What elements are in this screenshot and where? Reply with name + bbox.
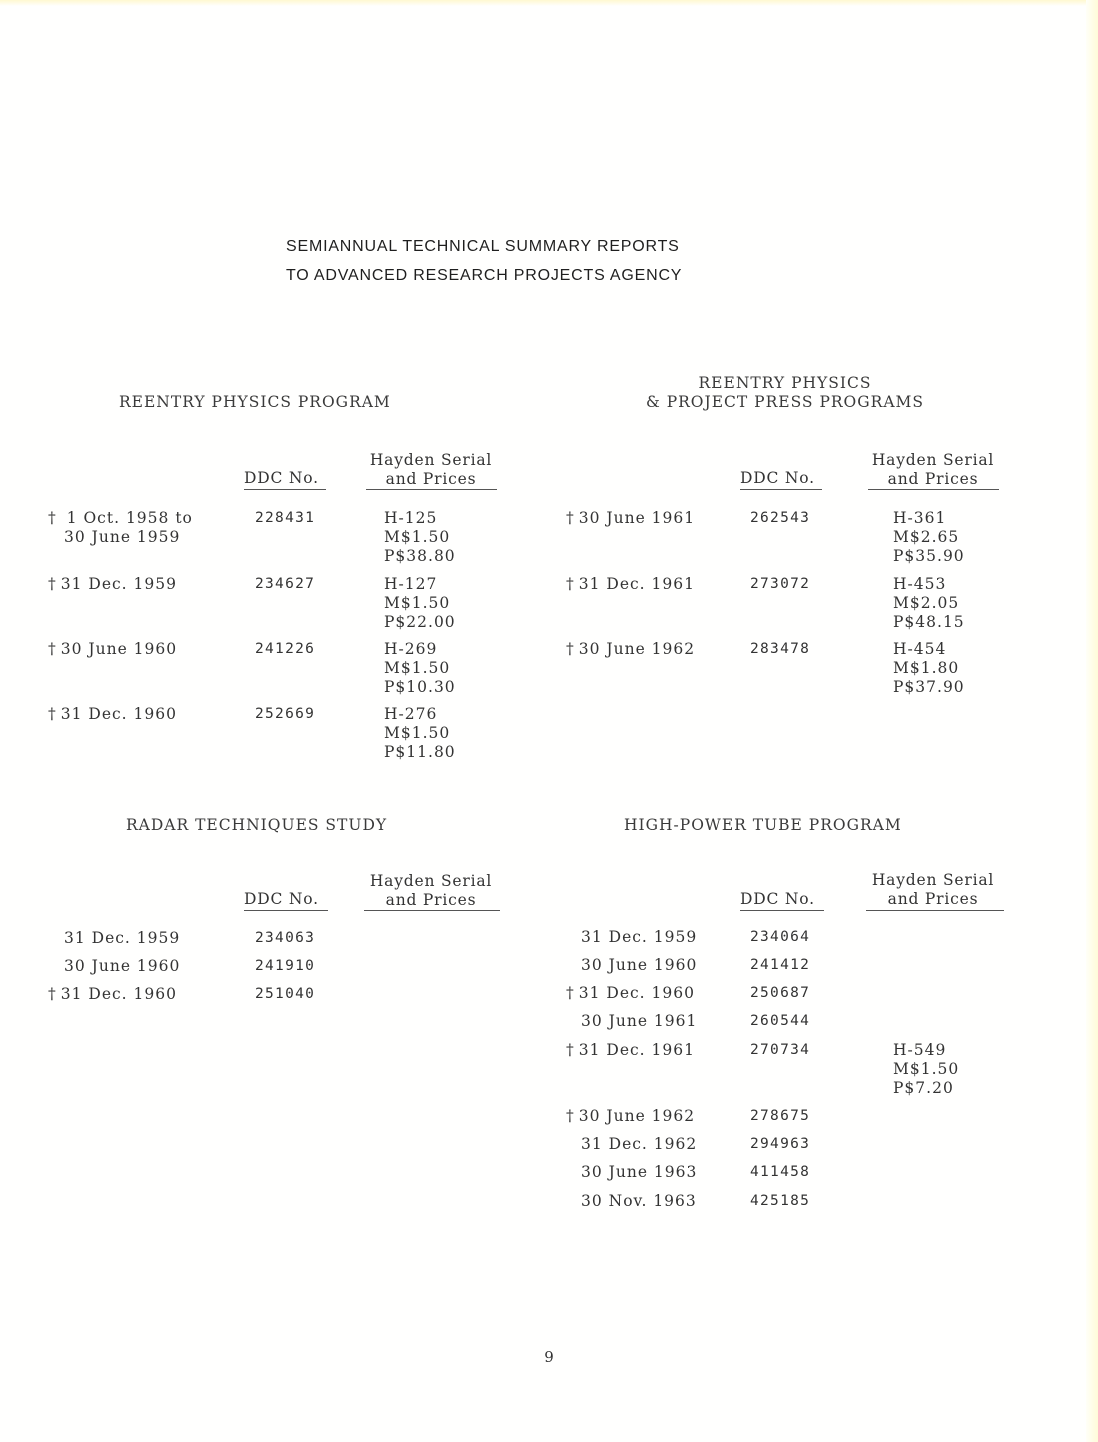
section-heading-reentry: REENTRY PHYSICS PROGRAM: [119, 393, 391, 411]
table-row-date: 30 June 1960: [64, 957, 181, 975]
hayden-price: [893, 575, 965, 632]
col-header-hayden-line-1: Hayden Serial: [369, 451, 493, 469]
col-header-hayden: [366, 451, 496, 489]
col-underline: [244, 910, 328, 911]
dagger-mark: †: [48, 509, 57, 527]
dagger-mark: †: [566, 1107, 575, 1125]
section-heading-reentry-press: [560, 374, 1010, 411]
ddc-number: 234627: [255, 576, 316, 592]
price-p: P$22.00: [384, 613, 456, 631]
hayden-price: [384, 640, 456, 697]
ddc-number: 273072: [750, 576, 811, 592]
ddc-number: 278675: [750, 1108, 811, 1124]
title-line-2: TO ADVANCED RESEARCH PROJECTS AGENCY: [286, 267, 683, 284]
table-row-date: † 31 Dec. 1960: [48, 985, 177, 1003]
dagger-mark: †: [48, 640, 57, 658]
col-underline: [244, 489, 326, 490]
price-p: P$37.90: [893, 678, 965, 696]
hayden-serial: H-127: [384, 575, 438, 593]
col-header-ddc: DDC No.: [244, 890, 319, 908]
table-row-date: 31 Dec. 1959: [64, 929, 181, 947]
price-p: P$48.15: [893, 613, 965, 631]
section-heading-radar: RADAR TECHNIQUES STUDY: [126, 816, 388, 834]
table-row-date: † 31 Dec. 1960: [48, 705, 177, 723]
title-line-1: SEMIANNUAL TECHNICAL SUMMARY REPORTS: [286, 238, 680, 255]
section-heading-tube: HIGH-POWER TUBE PROGRAM: [624, 816, 902, 834]
dagger-mark: †: [566, 640, 575, 658]
ddc-number: 283478: [750, 641, 811, 657]
hayden-serial: H-276: [384, 705, 438, 723]
dagger-mark: †: [566, 1041, 575, 1059]
dagger-mark: †: [48, 705, 57, 723]
dagger-mark: †: [566, 575, 575, 593]
hayden-serial: H-125: [384, 509, 438, 527]
table-row-date: † 31 Dec. 1961: [566, 575, 695, 593]
col-header-ddc: DDC No.: [244, 469, 319, 487]
table-row-date: † 30 June 1960: [48, 640, 178, 658]
col-underline: [868, 489, 999, 490]
ddc-number: 234063: [255, 930, 316, 946]
ddc-number: 241226: [255, 641, 316, 657]
table-row-date: † 30 June 1961: [566, 509, 696, 527]
table-row-date: 30 Nov. 1963: [581, 1192, 697, 1210]
col-header-hayden: [868, 451, 998, 489]
col-header-hayden-line-2: and Prices: [385, 891, 477, 909]
col-underline: [740, 910, 824, 911]
price-p: P$10.30: [384, 678, 456, 696]
price-m: M$1.50: [384, 659, 451, 677]
col-header-hayden-line-2: and Prices: [887, 470, 979, 488]
dagger-mark: †: [48, 985, 57, 1003]
price-p: P$35.90: [893, 547, 965, 565]
ddc-number: 250687: [750, 985, 811, 1001]
hayden-price: [893, 509, 965, 566]
table-row-date: † 30 June 1962: [566, 1107, 696, 1125]
table-row-date: † 1 Oct. 1958 to: [48, 509, 193, 527]
hayden-serial: H-453: [893, 575, 947, 593]
col-underline: [866, 910, 1004, 911]
hayden-serial: H-269: [384, 640, 438, 658]
table-row-date-cont: 30 June 1959: [64, 528, 181, 546]
col-header-hayden-line-2: and Prices: [385, 470, 477, 488]
price-p: P$38.80: [384, 547, 456, 565]
ddc-number: 241910: [255, 958, 316, 974]
paper-edge-top: [0, 0, 1098, 6]
section-heading-line-2: & PROJECT PRESS PROGRAMS: [645, 393, 925, 411]
hayden-price: [893, 640, 965, 697]
page-title: [286, 232, 806, 290]
table-row-date: † 31 Dec. 1959: [48, 575, 177, 593]
price-m: M$1.50: [893, 1060, 960, 1078]
col-header-hayden: [366, 872, 496, 910]
table-row-date: † 31 Dec. 1960: [566, 984, 695, 1002]
hayden-price: [384, 705, 456, 762]
col-header-hayden-line-1: Hayden Serial: [369, 872, 493, 890]
dagger-mark: †: [566, 509, 575, 527]
paper-edge-right: [1086, 0, 1098, 1442]
hayden-serial: H-361: [893, 509, 947, 527]
hayden-price: [893, 1041, 959, 1098]
ddc-number: 270734: [750, 1042, 811, 1058]
ddc-number: 262543: [750, 510, 811, 526]
price-p: P$11.80: [384, 743, 456, 761]
col-header-ddc: DDC No.: [740, 469, 815, 487]
ddc-number: 234064: [750, 929, 811, 945]
ddc-number: 425185: [750, 1193, 811, 1209]
col-underline: [740, 489, 822, 490]
price-m: M$2.65: [893, 528, 960, 546]
ddc-number: 252669: [255, 706, 316, 722]
col-header-hayden-line-1: Hayden Serial: [871, 451, 995, 469]
ddc-number: 241412: [750, 957, 811, 973]
hayden-serial: H-549: [893, 1041, 947, 1059]
table-row-date: † 30 June 1962: [566, 640, 696, 658]
ddc-number: 251040: [255, 986, 316, 1002]
col-underline: [366, 489, 497, 490]
price-m: M$1.50: [384, 724, 451, 742]
page-number: 9: [544, 1348, 554, 1366]
col-header-hayden-line-1: Hayden Serial: [871, 871, 995, 889]
table-row-date: 30 June 1961: [581, 1012, 698, 1030]
dagger-mark: †: [566, 984, 575, 1002]
table-row-date: 30 June 1963: [581, 1163, 698, 1181]
ddc-number: 411458: [750, 1164, 811, 1180]
ddc-number: 294963: [750, 1136, 811, 1152]
price-m: M$1.50: [384, 528, 451, 546]
col-header-hayden: [868, 871, 998, 909]
hayden-serial: H-454: [893, 640, 947, 658]
table-row-date: † 31 Dec. 1961: [566, 1041, 695, 1059]
ddc-number: 260544: [750, 1013, 811, 1029]
table-row-date: 31 Dec. 1959: [581, 928, 698, 946]
col-header-hayden-line-2: and Prices: [887, 890, 979, 908]
col-underline: [364, 910, 500, 911]
hayden-price: [384, 509, 456, 566]
price-m: M$1.80: [893, 659, 960, 677]
hayden-price: [384, 575, 456, 632]
ddc-number: 228431: [255, 510, 316, 526]
section-heading-line-1: REENTRY PHYSICS: [698, 374, 872, 392]
price-m: M$2.05: [893, 594, 960, 612]
price-p: P$7.20: [893, 1079, 954, 1097]
col-header-ddc: DDC No.: [740, 890, 815, 908]
table-row-date: 30 June 1960: [581, 956, 698, 974]
dagger-mark: †: [48, 575, 57, 593]
price-m: M$1.50: [384, 594, 451, 612]
table-row-date: 31 Dec. 1962: [581, 1135, 698, 1153]
